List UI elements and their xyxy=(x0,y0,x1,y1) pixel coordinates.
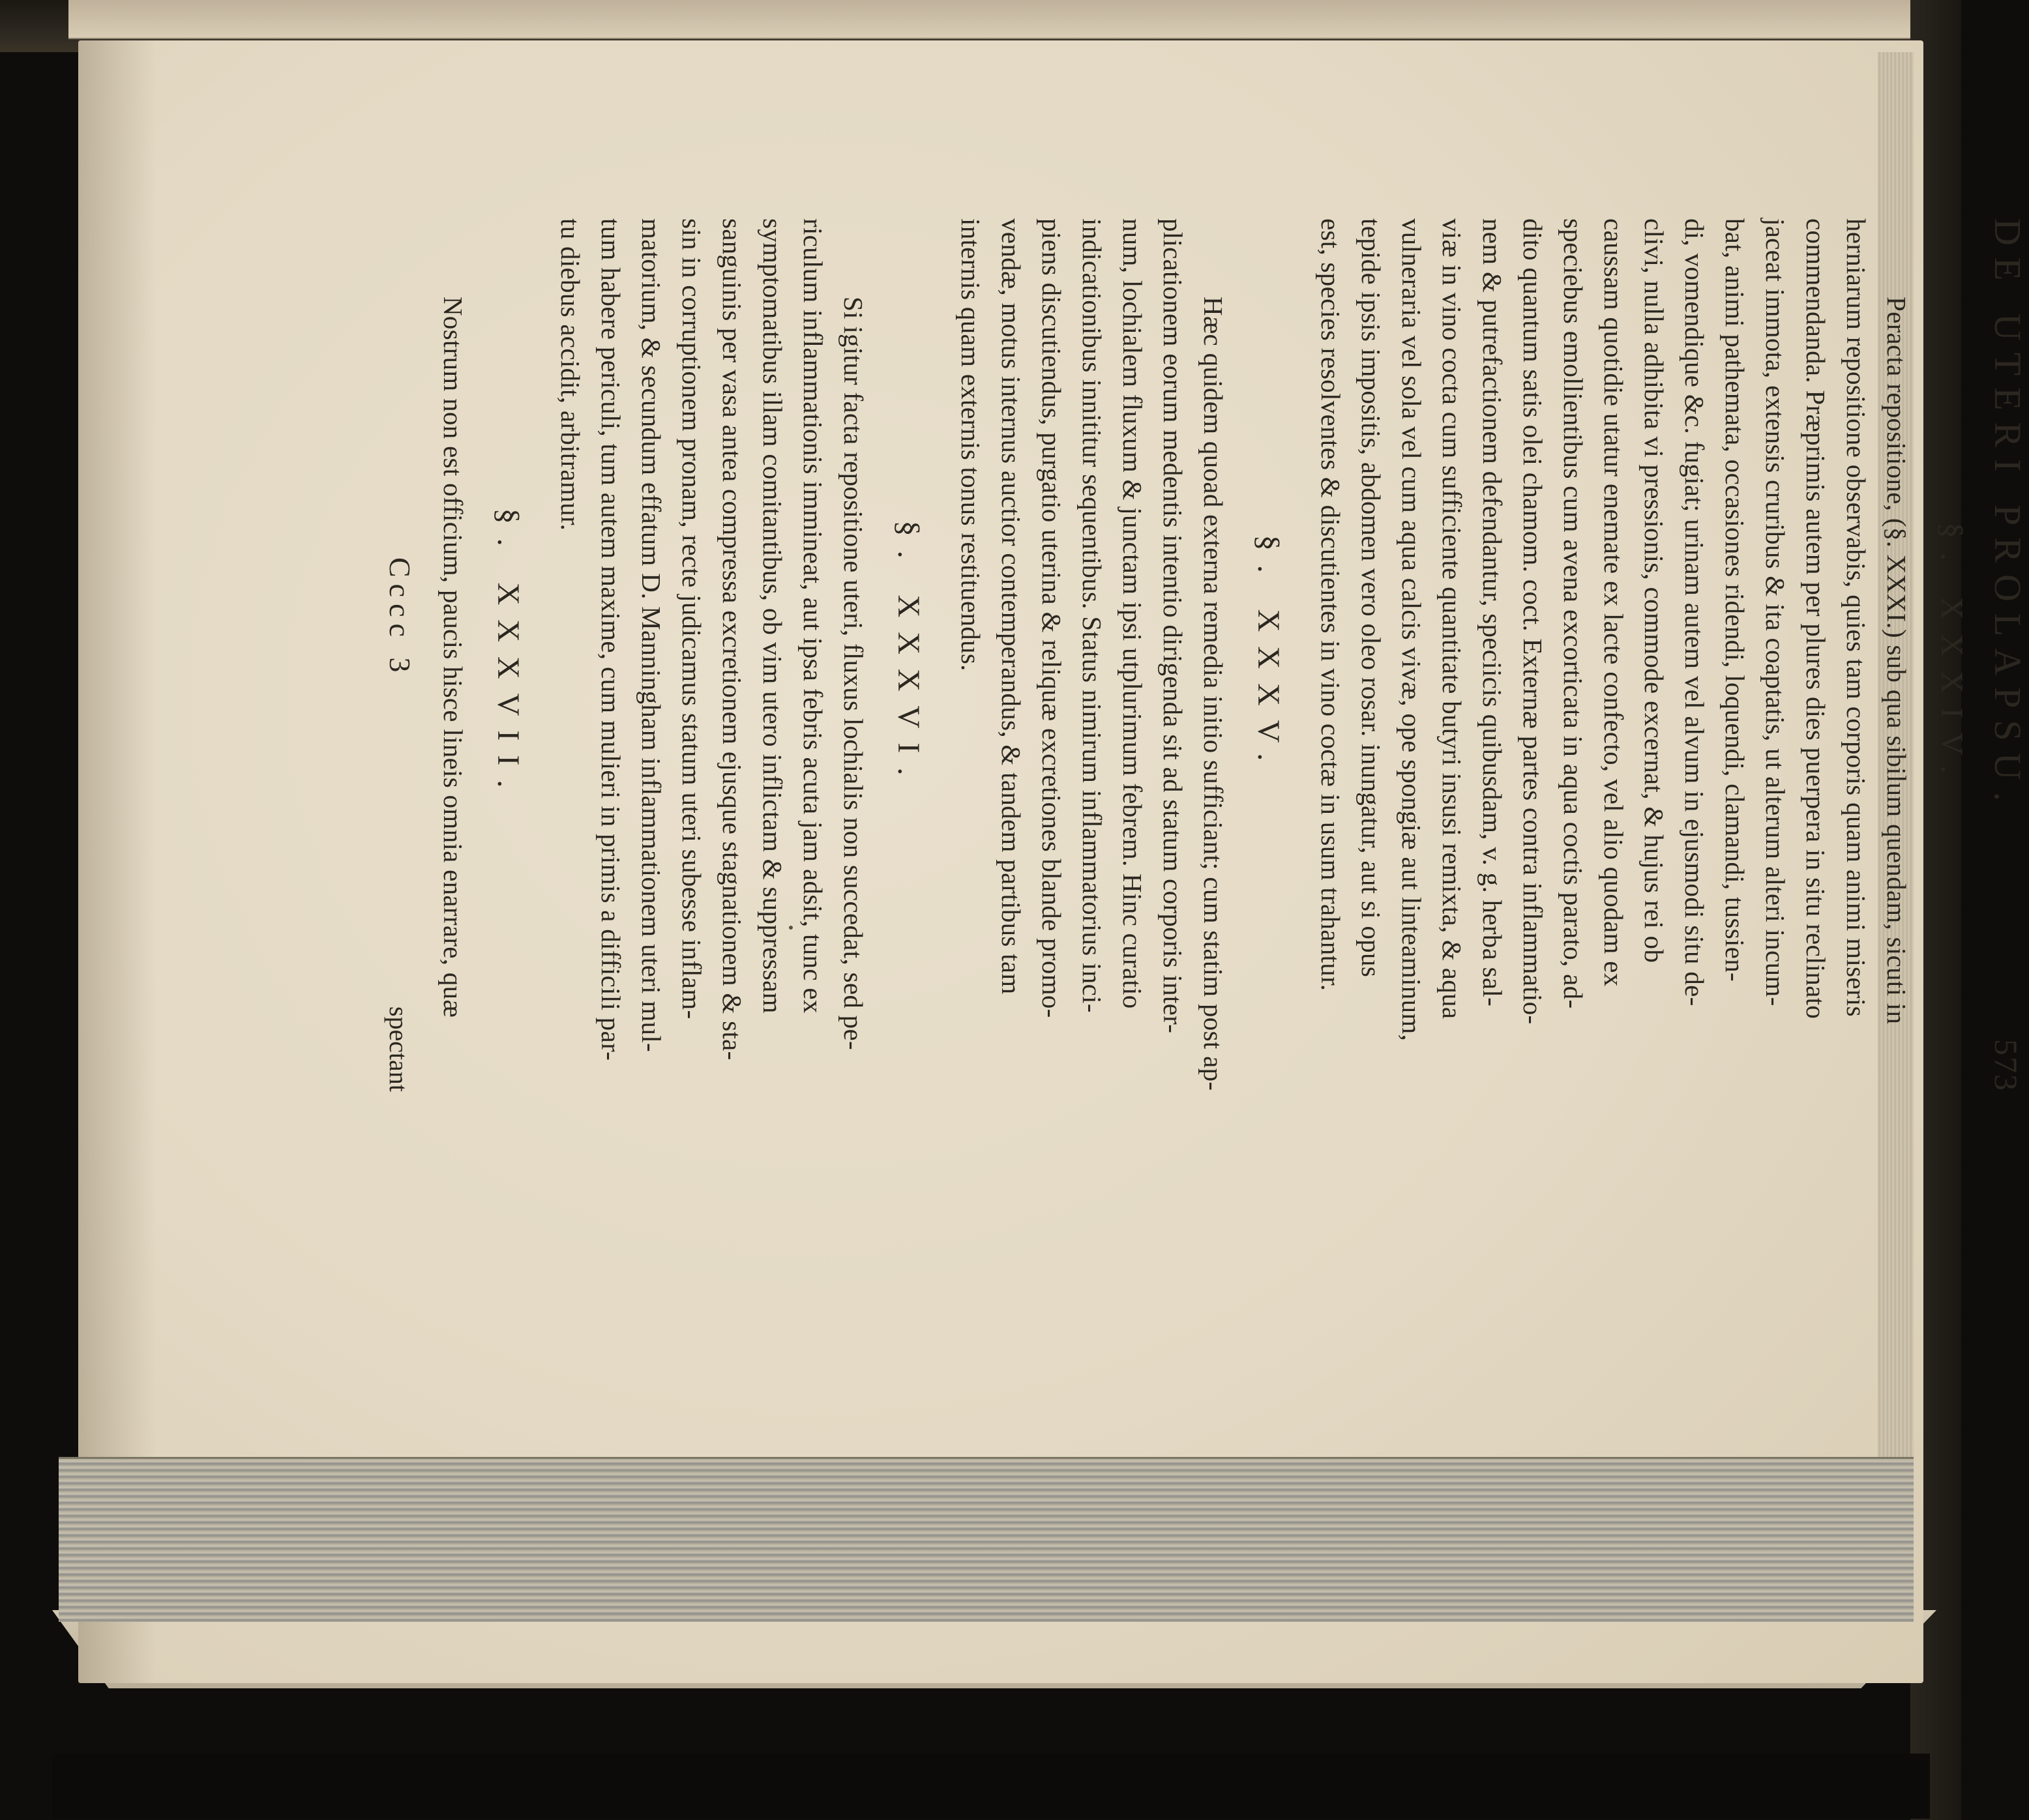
page-footer xyxy=(378,218,420,1092)
text-line: jaceat immota, extensis cruribus & ita coaptatis, ut alterum alteri incum- xyxy=(1760,218,1790,1006)
sections xyxy=(433,218,1972,1092)
text-line: piens discutiendus, purgatio uterina & reliquæ excretiones blande promo- xyxy=(1037,218,1067,1018)
text-line: tum habere periculi, tum autem maxime, cum mulieri in primis a difficili par- xyxy=(596,218,626,1061)
text-line: clivi, nulla adhibita vi pressionis, commode excernat, & hujus rei ob xyxy=(1639,218,1669,963)
text-line: speciebus emollientibus cum avena excorticata in aqua coctis parato, ad- xyxy=(1558,218,1588,1009)
text-line: tepide ipsis impositis, abdomen vero oleo rosar. inungatur, aut si opus xyxy=(1356,218,1386,978)
text-line: herniarum repositione observabis, quies tam corporis quam animi miseris xyxy=(1841,218,1871,1017)
text-line: viæ in vino cocta cum sufficiente quantitate butyri insusi remixta, & aqua xyxy=(1437,218,1467,1020)
text-line: Si igitur facta repositione uteri, fluxus lochialis non succedat, sed pe- xyxy=(838,297,868,1050)
text-line: commendanda. Præprimis autem per plures dies puerpera in situ reclinato xyxy=(1801,218,1831,1020)
running-header xyxy=(1986,218,2028,1092)
text-line: num, lochialem fluxum & junctam ipsi utplurimum febrem. Hinc curatio xyxy=(1118,218,1148,1009)
text-line: Hæc quidem quoad externa remedia initio sufficiant; cum statim post ap- xyxy=(1198,297,1228,1091)
paragraph xyxy=(550,218,874,1092)
text-line: internis quam externis tonus restituendus. xyxy=(956,218,986,671)
section-heading: §. XXXVI. xyxy=(891,520,926,790)
paragraph xyxy=(951,218,1234,1092)
text-line: indicationibus innititur sequentibus. Status nimirum inflammatorius inci- xyxy=(1077,218,1107,1013)
section-heading: §. XXXV. xyxy=(1251,535,1286,776)
text-line: nem & putrefactionem defendantur, speciicis quibusdam, v. g. herba sal- xyxy=(1477,218,1507,1007)
text-line: Nostrum non est officium, paucis hisce lineis omnia enarrare, quæ xyxy=(438,297,468,1018)
text-line: sanguinis per vasa antea compressa excretionem ejusque stagnationem & sta- xyxy=(717,218,747,1061)
text-line: est, species resolventes & discutientes in vino coctæ in usum trahantur. xyxy=(1316,218,1346,991)
text-line: di, vomendique &c. fugiat; urinam autem vel alvum in ejusmodi situ de- xyxy=(1680,218,1710,1006)
paragraph xyxy=(433,218,473,1092)
text-line: tu diebus accidit, arbitramur. xyxy=(555,218,585,531)
text-line: plicationem eorum medentis intentio dirigenda sit ad statum corporis inter- xyxy=(1158,218,1188,1034)
page-text-block xyxy=(383,218,2029,1092)
text-line: vendæ, motus internus auctior contemperandus, & tandem partibus tam xyxy=(996,218,1026,995)
text-line: sin in corruptionem pronam, recte judicamus statum uteri subesse inflam- xyxy=(677,218,707,1020)
page-number: 573 xyxy=(1988,1039,2024,1092)
text-line: vulneraria vel sola vel cum aqua calcis vivæ, ope spongiæ aut linteaminum, xyxy=(1397,218,1427,1042)
section-heading: §. XXXIV. xyxy=(1934,522,1969,788)
catchword: spectant xyxy=(384,1006,413,1092)
text-line: caussam quotidie utatur enemate ex lacte confecto, vel alio quodam ex xyxy=(1599,218,1629,987)
text-line: symptomatibus illam comitantibus, ob vim utero inflictam & suppressam xyxy=(758,218,788,1014)
paragraph xyxy=(1311,218,1917,1092)
text-line: Peracta repositione, (§. XXXI.) sub qua sibilum quendam, sicuti in xyxy=(1882,297,1912,1025)
signature-mark: Cccc 3 xyxy=(383,557,417,679)
page-fore-edge xyxy=(59,1457,1914,1622)
text-line: matorium, & secundum effatum D. Manningham inflammationem uteri mul- xyxy=(636,218,666,1052)
section-heading: §. XXXVII. xyxy=(491,508,526,802)
text-line: bat, animi pathemata, occasiones ridendi, loquendi, clamandi, tussien- xyxy=(1720,218,1750,982)
text-line: dito quantum satis olei chamom. coct. Externæ partes contra inflammatio- xyxy=(1518,218,1548,1025)
facing-page-edge xyxy=(68,0,1914,39)
text-line: riculum inflammationis immineat, aut ipsa febris acuta jam adsit, tunc ex xyxy=(798,218,828,1014)
cover-bottom xyxy=(52,1754,1930,1819)
running-title: DE UTERI PROLAPSU. xyxy=(1987,218,2029,814)
page-shadow xyxy=(78,40,156,1683)
